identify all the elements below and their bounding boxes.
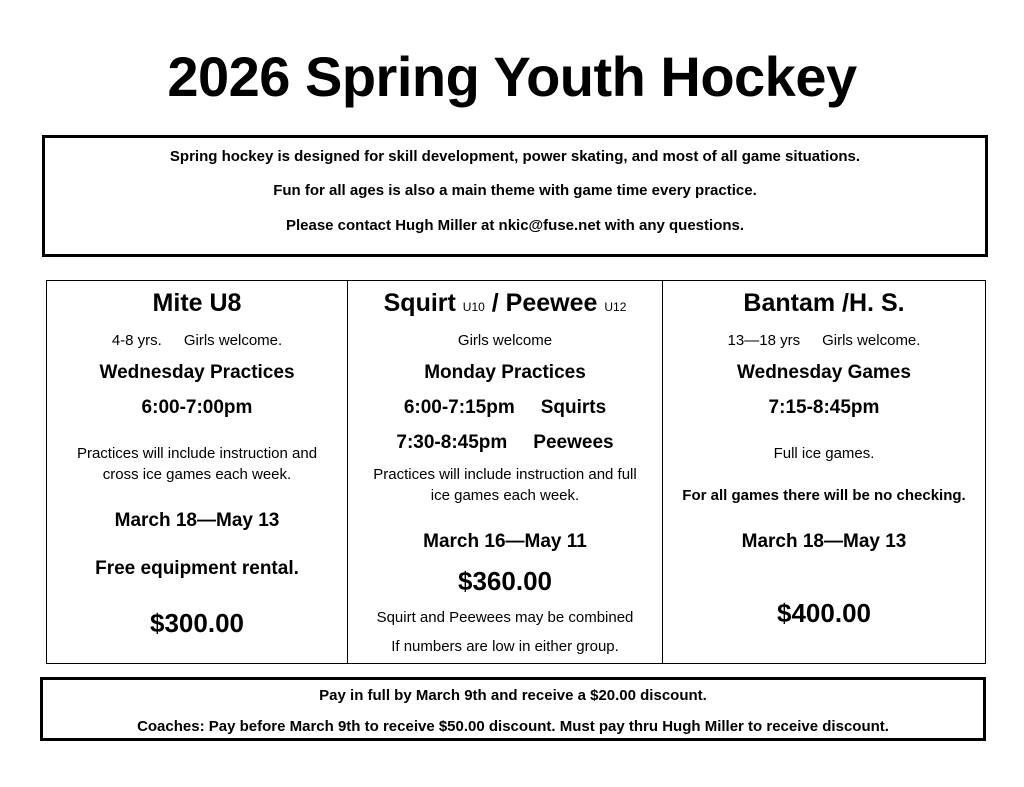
- mite-column: [47, 281, 348, 663]
- squirt-group: Squirts: [540, 397, 607, 418]
- bantam-ages: 13—18 yrs: [727, 332, 801, 349]
- squirt-desc: Practices will include instruction and full: [373, 466, 637, 483]
- squirt-note: If numbers are low in either group.: [391, 638, 619, 655]
- bantam-time: 7:15-8:45pm: [768, 397, 880, 418]
- peewee-group: Peewees: [533, 432, 614, 453]
- bantam-checking: For all games there will be no checking.: [682, 487, 966, 504]
- squirt-girls: Girls welcome: [457, 332, 553, 349]
- intro-line: Please contact Hugh Miller at nkic@fuse.net with any questions.: [285, 217, 745, 234]
- discount-line: Pay in full by March 9th and receive a $20.00 discount.: [319, 687, 707, 704]
- mite-dates: March 18—May 13: [114, 510, 280, 531]
- bantam-heading: Bantam /H. S.: [743, 289, 905, 317]
- bantam-game-day: Wednesday Games: [737, 362, 911, 383]
- discount-line: Coaches: Pay before March 9th to receive $50.00 discount. Must pay thru Hugh Miller to receive discount.: [137, 718, 889, 735]
- mite-practice-day: Wednesday Practices: [99, 362, 295, 383]
- mite-time: 6:00-7:00pm: [141, 397, 253, 418]
- mite-desc: Practices will include instruction and: [76, 445, 318, 462]
- bantam-ages-line: [663, 330, 985, 351]
- squirt-time-row: [348, 396, 662, 420]
- squirt-age-group: U10: [462, 300, 485, 314]
- squirt-note: Squirt and Peewees may be combined: [376, 609, 634, 626]
- peewee-age-group: U12: [604, 300, 627, 314]
- squirt-heading: Squirt: [383, 289, 456, 317]
- intro-line: Fun for all ages is also a main theme with game time every practice.: [273, 182, 757, 199]
- squirt-peewee-heading: [348, 288, 662, 322]
- mite-heading: Mite U8: [152, 289, 242, 317]
- page-title: 2026 Spring Youth Hockey: [167, 45, 857, 108]
- squirt-time: 6:00-7:15pm: [403, 397, 515, 418]
- peewee-time: 7:30-8:45pm: [396, 432, 508, 453]
- bantam-girls: Girls welcome.: [822, 332, 921, 349]
- bantam-price: $400.00: [777, 598, 871, 628]
- squirt-desc: ice games each week.: [430, 487, 580, 504]
- program-table: [46, 280, 986, 664]
- squirt-dates: March 16—May 11: [423, 531, 587, 552]
- mite-ages: 4-8 yrs.: [111, 332, 162, 349]
- squirt-peewee-column: [348, 281, 663, 663]
- mite-girls: Girls welcome.: [183, 332, 283, 349]
- mite-ages-line: [47, 330, 347, 351]
- squirt-price: $360.00: [458, 566, 552, 596]
- discount-box: [40, 677, 986, 741]
- mite-price: $300.00: [150, 608, 244, 638]
- peewee-heading: / Peewee: [491, 289, 598, 317]
- mite-equipment: Free equipment rental.: [95, 558, 299, 579]
- bantam-desc: Full ice games.: [773, 445, 875, 462]
- intro-box: [42, 135, 988, 257]
- bantam-column: [663, 281, 985, 663]
- squirt-practice-day: Monday Practices: [424, 362, 586, 383]
- bantam-dates: March 18—May 13: [741, 531, 907, 552]
- intro-line: Spring hockey is designed for skill development, power skating, and most of all game situations.: [169, 148, 861, 165]
- peewee-time-row: [348, 431, 662, 455]
- mite-desc: cross ice games each week.: [102, 466, 292, 483]
